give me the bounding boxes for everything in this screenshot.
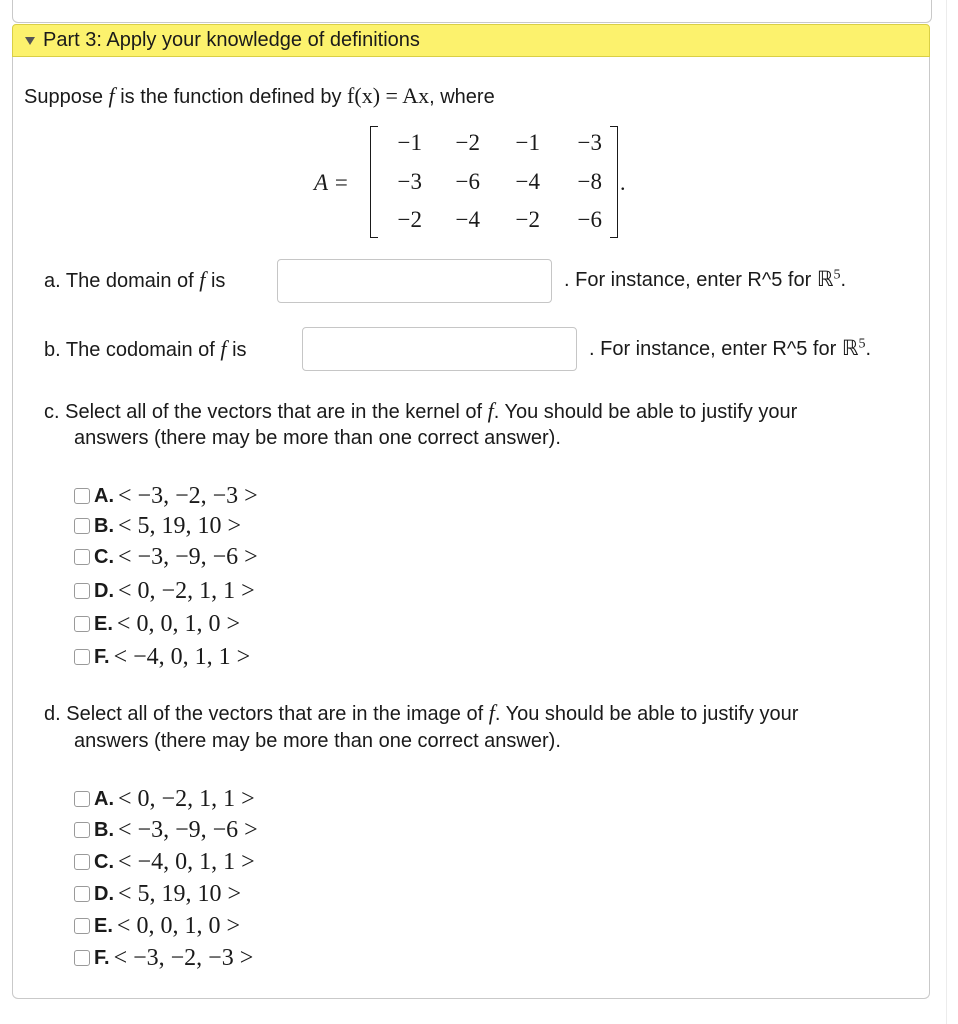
option-letter: B.: [94, 818, 114, 841]
question-a-prefix: a. The domain of: [44, 270, 194, 292]
matrix-cell: −3: [577, 130, 602, 155]
question-a-hint-text: . For instance, enter R^5 for: [564, 269, 812, 291]
image-checkbox-a[interactable]: [74, 791, 90, 807]
option-letter: C.: [94, 545, 114, 568]
image-option-c[interactable]: [74, 848, 255, 876]
matrix-cell: −6: [577, 207, 602, 232]
option-letter: D.: [94, 579, 114, 602]
question-d-text-a: d. Select all of the vectors that are in the image of: [44, 703, 484, 725]
option-value: < −4, 0, 1, 1 >: [118, 848, 255, 875]
part-title: Part 3: Apply your knowledge of definitions: [43, 29, 420, 51]
question-a-hint-end: .: [840, 269, 847, 291]
kernel-option-c[interactable]: [74, 543, 258, 571]
kernel-checkbox-f[interactable]: [74, 649, 90, 665]
image-checkbox-f[interactable]: [74, 950, 90, 966]
option-letter: F.: [94, 946, 110, 969]
intro-text: [24, 83, 495, 109]
question-b-hint-end: .: [865, 338, 872, 360]
option-letter: E.: [94, 612, 113, 635]
option-value: < −3, −9, −6 >: [118, 816, 258, 843]
question-c-line2: answers (there may be more than one correct answer).: [74, 427, 561, 449]
question-c-text-b: . You should be able to justify your: [493, 401, 798, 423]
question-a-label: [44, 267, 225, 293]
question-a-f: f: [199, 267, 206, 292]
matrix-cell: −2: [397, 207, 422, 232]
option-letter: B.: [94, 514, 114, 537]
question-b-exponent: 5: [858, 336, 866, 352]
question-b-f: f: [220, 336, 227, 361]
page-divider: [946, 0, 947, 1024]
kernel-option-e[interactable]: [74, 610, 240, 638]
matrix-right-bracket: [610, 126, 618, 238]
image-option-e[interactable]: [74, 912, 240, 940]
question-a-exponent: 5: [833, 267, 841, 283]
matrix-cell: −2: [455, 130, 480, 155]
kernel-option-b[interactable]: [74, 512, 241, 540]
question-d-line2: answers (there may be more than one correct answer).: [74, 730, 561, 752]
option-letter: F.: [94, 645, 110, 668]
matrix-period: .: [620, 170, 626, 195]
intro-definition: f(x) = Ax: [347, 83, 430, 108]
image-checkbox-b[interactable]: [74, 822, 90, 838]
option-letter: A.: [94, 484, 114, 507]
image-option-b[interactable]: [74, 816, 258, 844]
question-d-text-b: . You should be able to justify your: [494, 703, 799, 725]
option-value: < 0, −2, 1, 1 >: [118, 785, 255, 812]
question-a-hint: [564, 267, 846, 292]
matrix-cell: −1: [515, 130, 540, 155]
image-checkbox-e[interactable]: [74, 918, 90, 934]
matrix-cell: −1: [397, 130, 422, 155]
matrix-cell: −3: [397, 169, 422, 194]
kernel-checkbox-a[interactable]: [74, 488, 90, 504]
question-c-line1: [44, 398, 797, 424]
question-d-line1: [44, 700, 798, 726]
question-c-f: f: [487, 398, 494, 423]
question-b-real-symbol: ℝ: [841, 336, 859, 360]
option-value: < 0, 0, 1, 0 >: [116, 610, 240, 637]
image-checkbox-c[interactable]: [74, 854, 90, 870]
matrix-label-text: A =: [314, 170, 349, 195]
option-value: < −4, 0, 1, 1 >: [113, 643, 251, 670]
question-b-hint: [589, 336, 871, 361]
image-checkbox-d[interactable]: [74, 886, 90, 902]
option-value: < 5, 19, 10 >: [118, 512, 242, 539]
collapse-triangle-icon[interactable]: [25, 37, 35, 45]
matrix-cell: −6: [455, 169, 480, 194]
matrix-cell: −2: [515, 207, 540, 232]
part-header[interactable]: [12, 24, 930, 57]
question-d-f: f: [488, 700, 495, 725]
intro-f: f: [108, 83, 115, 108]
option-letter: D.: [94, 882, 114, 905]
codomain-input[interactable]: [302, 327, 577, 371]
kernel-checkbox-c[interactable]: [74, 549, 90, 565]
option-value: < −3, −9, −6 >: [118, 543, 258, 570]
option-value: < −3, −2, −3 >: [118, 482, 258, 509]
question-b-prefix: b. The codomain of: [44, 339, 215, 361]
question-b-is: is: [232, 339, 247, 361]
domain-input[interactable]: [277, 259, 552, 303]
question-c-text-a: c. Select all of the vectors that are in the kernel of: [44, 401, 483, 423]
question-a-is: is: [210, 270, 226, 292]
kernel-option-d[interactable]: [74, 577, 255, 605]
intro-lead: Suppose: [24, 86, 103, 108]
matrix-label: [314, 170, 349, 196]
option-letter: A.: [94, 787, 114, 810]
matrix-cell: −4: [455, 207, 480, 232]
option-letter: E.: [94, 914, 113, 937]
matrix-cell: −4: [515, 169, 540, 194]
intro-tail: , where: [429, 86, 495, 108]
option-value: < 0, −2, 1, 1 >: [118, 577, 255, 604]
option-value: < 5, 19, 10 >: [118, 880, 242, 907]
question-b-label: [44, 336, 247, 362]
option-value: < 0, 0, 1, 0 >: [116, 912, 240, 939]
kernel-option-f[interactable]: [74, 643, 250, 671]
image-option-d[interactable]: [74, 880, 241, 908]
question-a-real-symbol: ℝ: [816, 267, 834, 291]
kernel-checkbox-b[interactable]: [74, 518, 90, 534]
kernel-checkbox-d[interactable]: [74, 583, 90, 599]
image-option-f[interactable]: [74, 944, 253, 972]
image-option-a[interactable]: [74, 785, 255, 813]
matrix-A: [370, 126, 618, 238]
kernel-option-a[interactable]: [74, 482, 258, 510]
kernel-checkbox-e[interactable]: [74, 616, 90, 632]
intro-middle: is the function defined by: [120, 86, 342, 108]
option-letter: C.: [94, 850, 114, 873]
option-value: < −3, −2, −3 >: [113, 944, 254, 971]
matrix-cell: −8: [577, 169, 602, 194]
question-b-hint-text: . For instance, enter R^5 for: [589, 338, 837, 360]
previous-part-panel: [12, 0, 932, 23]
